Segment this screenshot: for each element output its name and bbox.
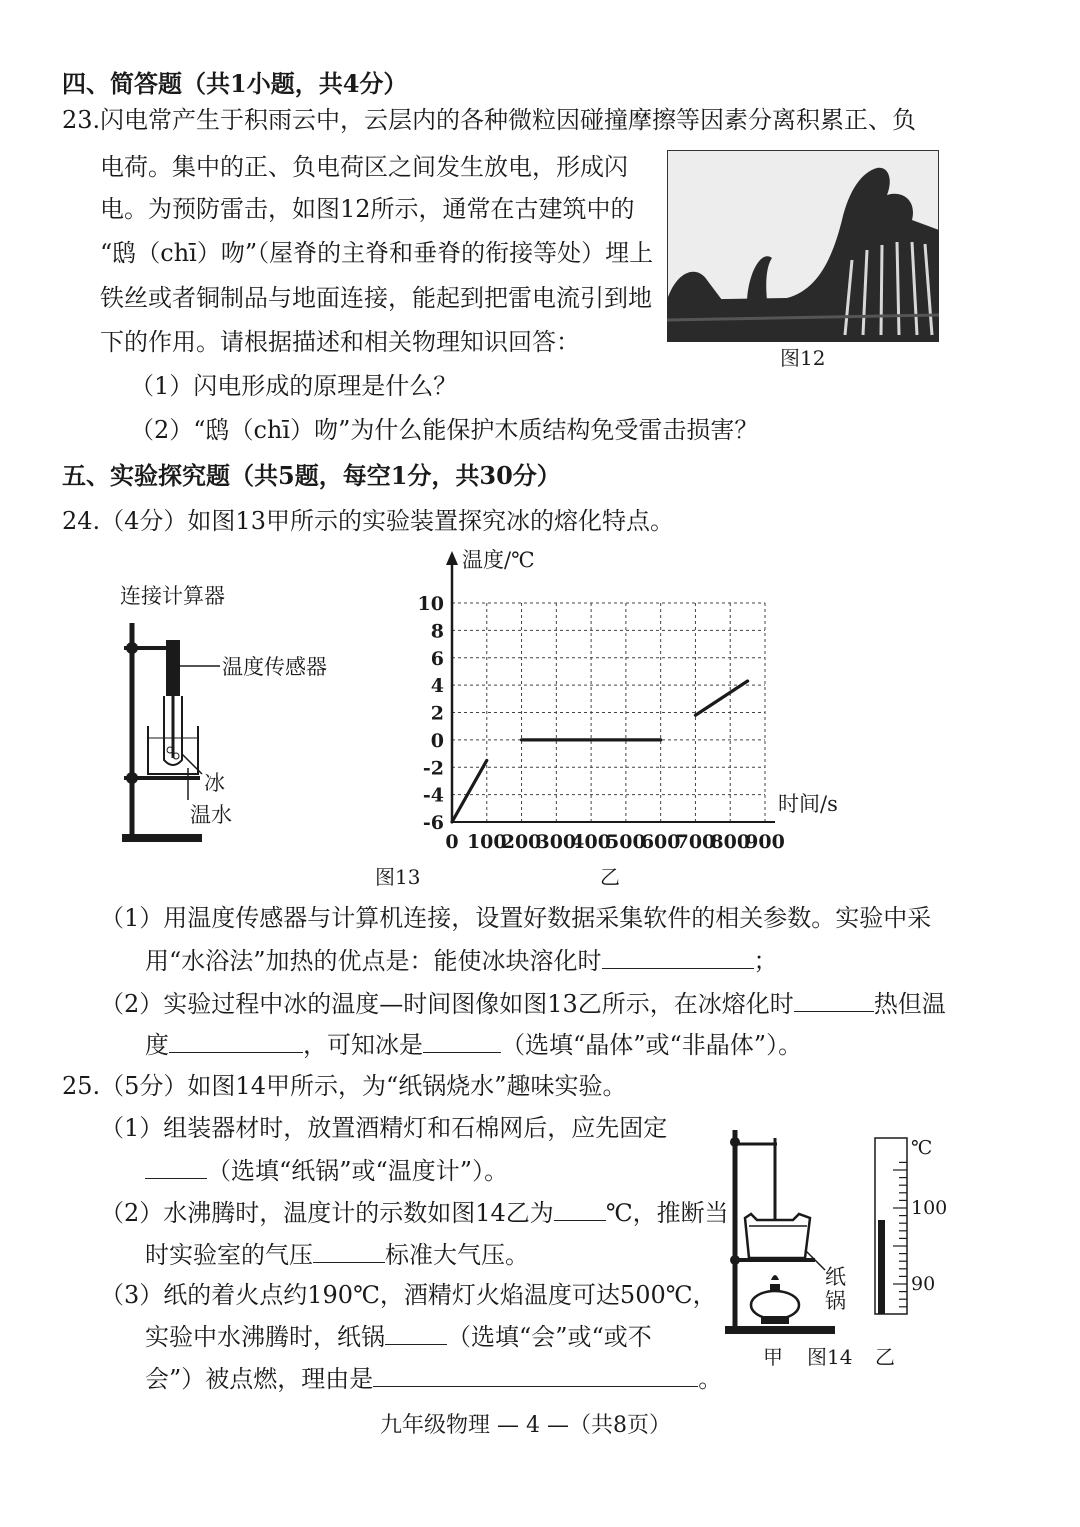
q25-sub3-blank-2[interactable] <box>373 1362 698 1387</box>
y-tick-label: 4 <box>430 675 444 698</box>
chart-caption: 乙 <box>600 865 620 889</box>
q25-intro: 25.（5分）如图14甲所示，为“纸锅烧水”趣味实验。 <box>62 1072 627 1100</box>
y-tick-label: 2 <box>430 702 444 725</box>
ice-label: 冰 <box>204 771 225 795</box>
q24-sub2-blank-1[interactable] <box>794 987 874 1012</box>
figure-14-right-caption: 乙 <box>875 1345 895 1369</box>
q25-sub3-line3 <box>145 1362 722 1395</box>
x-tick-label: 500 <box>606 831 646 853</box>
q24-sub2-text-d: ，可知冰是 <box>303 1031 423 1059</box>
ice-melting-apparatus <box>110 578 360 848</box>
temperature-time-chart <box>410 545 870 855</box>
q24-sub1-end: ； <box>753 947 778 975</box>
y-tick-label: -6 <box>422 812 444 834</box>
figure-13-chart <box>410 545 870 855</box>
q25-sub2-text-a: （2）水沸腾时，温度计的示数如图14乙为 <box>100 1199 554 1227</box>
q25-sub2-text-c: 时实验室的气压 <box>145 1241 313 1269</box>
scale-label-100: 100 <box>911 1197 948 1219</box>
series-segment-3 <box>695 681 747 715</box>
paper-pot <box>745 1214 810 1258</box>
y-axis-label: 温度/℃ <box>462 548 535 572</box>
q25-sub1-blank[interactable] <box>145 1154 207 1179</box>
x-tick-label: 100 <box>466 831 507 853</box>
paper-pot-label-2: 锅 <box>825 1289 846 1313</box>
thermometer-scale <box>875 1137 947 1314</box>
q25-sub2-text-b: ℃，推断当 <box>605 1199 729 1227</box>
alcohol-lamp <box>751 1291 799 1319</box>
q25-sub3-line2 <box>145 1320 652 1353</box>
x-tick-label: 700 <box>675 831 716 853</box>
q25-sub2-blank-2[interactable] <box>313 1238 385 1263</box>
q23-sub2: （2）“鸱（chī）吻”为什么能保护木质结构免受雷击损害？ <box>130 416 759 444</box>
figure-12-photo <box>667 150 939 342</box>
y-axis-arrow <box>446 551 458 565</box>
q23-line-4: “鸱（chī）吻”（屋脊的主脊和垂脊的衔接等处）埋上 <box>100 239 654 267</box>
q23-line-3: 电。为预防雷击，如图12所示，通常在古建筑中的 <box>100 195 635 223</box>
scale-label-90: 90 <box>911 1273 936 1295</box>
sensor-label: 温度传感器 <box>222 655 327 679</box>
q25-sub3-blank-1[interactable] <box>385 1320 447 1345</box>
mercury-column <box>878 1220 885 1314</box>
section4-heading: 四、简答题（共1小题，共4分） <box>62 69 408 98</box>
q25-sub3-text-a: 实验中水沸腾时，纸锅 <box>145 1323 385 1351</box>
section5-heading: 五、实验探究题（共5题，每空1分，共30分） <box>62 461 561 490</box>
q23-number: 23. <box>62 106 101 134</box>
q25-sub3-text-b: （选填“会”或“或不 <box>447 1323 652 1351</box>
figure-13-caption: 图13 <box>375 865 421 889</box>
temperature-sensor <box>166 640 180 696</box>
q25-sub1-line2 <box>145 1154 508 1187</box>
x-tick-label: 800 <box>710 831 751 853</box>
y-tick-label: -2 <box>422 757 444 780</box>
x-tick-label: 300 <box>536 831 577 853</box>
paper-pot-apparatus <box>715 1120 955 1370</box>
q25-sub2-line2 <box>145 1238 529 1271</box>
q24-sub1-blank[interactable] <box>602 944 754 969</box>
q25-sub2-line1 <box>100 1196 729 1229</box>
warm-water-label: 温水 <box>190 803 232 827</box>
q24-sub2-text-e: （选填“晶体”或“非晶体”）。 <box>501 1031 803 1059</box>
q25-sub1-text: （选填“纸锅”或“温度计”）。 <box>207 1157 509 1185</box>
y-tick-label: -4 <box>422 784 444 807</box>
stand-base <box>725 1326 835 1334</box>
q23-line-2: 电荷。集中的正、负电荷区之间发生放电，形成闪 <box>100 153 628 181</box>
q24-sub2-text-c: 度 <box>145 1031 169 1059</box>
connect-calculator-label: 连接计算器 <box>120 584 225 608</box>
q25-sub3-text-c: 会”）被点燃，理由是 <box>145 1365 374 1393</box>
q24-sub2-text-b: 热但温 <box>873 990 946 1018</box>
q23-line-6: 下的作用。请根据描述和相关物理知识回答： <box>100 328 580 356</box>
x-tick-label: 0 <box>445 831 459 853</box>
scale-unit: ℃ <box>911 1137 933 1159</box>
q24-intro: 24.（4分）如图13甲所示的实验装置探究冰的熔化特点。 <box>62 507 674 535</box>
x-tick-label: 200 <box>501 831 542 853</box>
q24-sub1-line2 <box>145 944 778 977</box>
y-tick-label: 8 <box>430 620 444 643</box>
q25-sub3-text-d: 。 <box>698 1365 723 1393</box>
figure-13-apparatus <box>110 578 360 848</box>
x-tick-label: 900 <box>745 831 785 853</box>
roof-ridge-picture <box>667 150 939 342</box>
q24-sub2-blank-3[interactable] <box>423 1028 501 1053</box>
q25-sub2-text-d: 标准大气压。 <box>385 1241 529 1269</box>
paper-pot-label-1: 纸 <box>825 1265 846 1289</box>
series-segment-1 <box>452 760 487 822</box>
figure-14 <box>715 1120 955 1370</box>
y-tick-label: 6 <box>430 647 444 670</box>
page-footer: 九年级物理 — 4 —（共8页） <box>380 1413 671 1438</box>
x-axis-label: 时间/s <box>778 792 838 816</box>
y-tick-label: 0 <box>430 729 444 752</box>
stand-base <box>122 834 202 842</box>
q23-line-1: 闪电常产生于积雨云中，云层内的各种微粒因碰撞摩擦等因素分离积累正、负 <box>100 106 916 134</box>
q25-sub1-line1: （1）组装器材时，放置酒精灯和石棉网后，应先固定 <box>100 1114 668 1142</box>
figure-14-caption: 图14 <box>807 1345 853 1369</box>
x-tick-label: 400 <box>571 831 611 853</box>
q25-sub3-line1: （3）纸的着火点约190℃，酒精灯火焰温度可达500℃， <box>100 1281 717 1309</box>
q24-sub1-line1: （1）用温度传感器与计算机连接，设置好数据采集软件的相关参数。实验中采 <box>100 904 932 932</box>
q24-sub2-line2 <box>145 1028 802 1061</box>
q23-line-5: 铁丝或者铜制品与地面连接，能起到把雷电流引到地 <box>100 284 652 312</box>
figure-12-caption: 图12 <box>780 346 826 370</box>
q24-sub2-text-a: （2）实验过程中冰的温度—时间图像如图13乙所示，在冰熔化时 <box>100 990 794 1018</box>
q25-sub2-blank-1[interactable] <box>554 1196 606 1221</box>
q24-sub2-blank-2[interactable] <box>169 1028 303 1053</box>
q23-sub1: （1）闪电形成的原理是什么？ <box>130 372 458 400</box>
q24-sub1-text: 用“水浴法”加热的优点是：能使冰块溶化时 <box>145 947 602 975</box>
figure-14-left-caption: 甲 <box>763 1345 783 1369</box>
x-tick-label: 600 <box>640 831 681 853</box>
q24-sub2-line1 <box>100 987 946 1020</box>
y-tick-label: 10 <box>417 593 444 615</box>
